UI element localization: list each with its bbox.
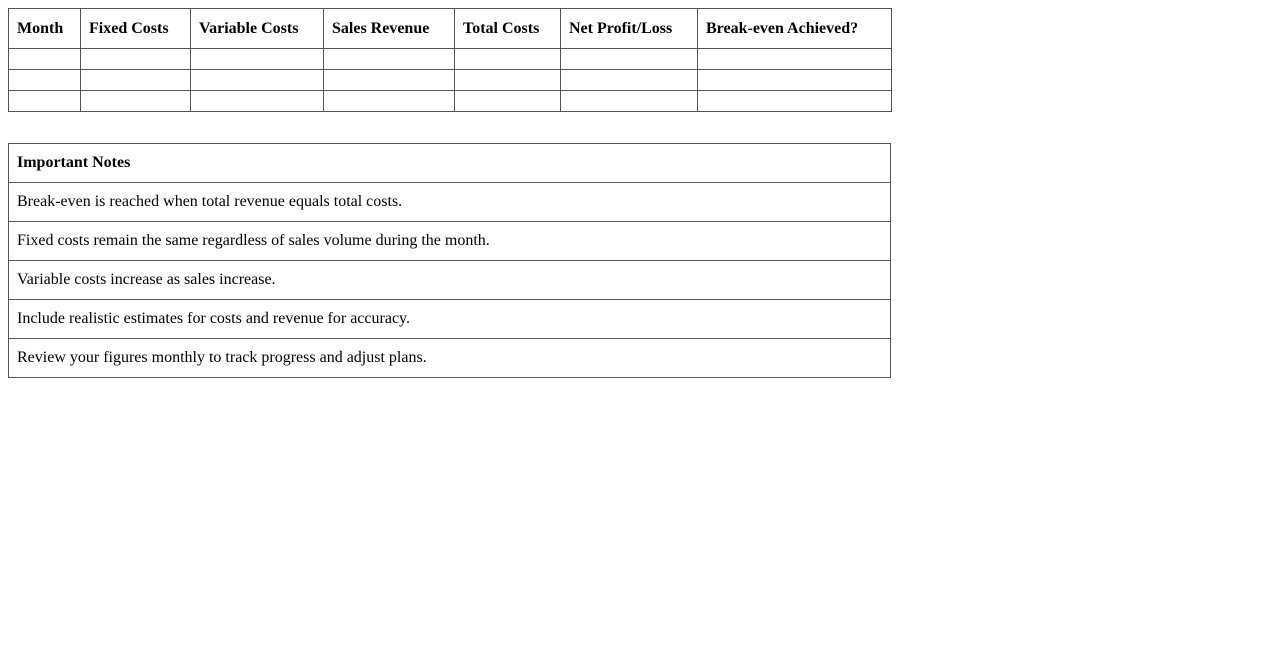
header-month: Month (9, 9, 81, 49)
header-sales-revenue: Sales Revenue (324, 9, 455, 49)
cell-sales-revenue[interactable] (324, 91, 455, 112)
note-row (9, 300, 891, 339)
header-variable-costs: Variable Costs (191, 9, 324, 49)
cell-variable-costs[interactable] (191, 49, 324, 70)
cell-variable-costs[interactable] (191, 70, 324, 91)
note-row (9, 261, 891, 300)
cell-net-profit-loss[interactable] (561, 70, 698, 91)
cell-fixed-costs[interactable] (81, 49, 191, 70)
cell-break-even-achieved[interactable] (698, 70, 892, 91)
notes-table (8, 143, 891, 378)
note-row (9, 222, 891, 261)
table-row (9, 49, 892, 70)
cell-variable-costs[interactable] (191, 91, 324, 112)
cell-sales-revenue[interactable] (324, 49, 455, 70)
cell-net-profit-loss[interactable] (561, 91, 698, 112)
notes-title: Important Notes (9, 144, 891, 183)
header-row (9, 9, 892, 49)
cell-month[interactable] (9, 49, 81, 70)
cell-total-costs[interactable] (455, 49, 561, 70)
cell-net-profit-loss[interactable] (561, 49, 698, 70)
cell-fixed-costs[interactable] (81, 70, 191, 91)
header-break-even-achieved: Break-even Achieved? (698, 9, 892, 49)
note-item: Variable costs increase as sales increase. (9, 261, 891, 300)
cell-sales-revenue[interactable] (324, 70, 455, 91)
table-row (9, 70, 892, 91)
note-item: Break-even is reached when total revenue equals total costs. (9, 183, 891, 222)
breakeven-table (8, 8, 892, 112)
cell-total-costs[interactable] (455, 91, 561, 112)
notes-header-row (9, 144, 891, 183)
cell-break-even-achieved[interactable] (698, 49, 892, 70)
cell-month[interactable] (9, 91, 81, 112)
cell-fixed-costs[interactable] (81, 91, 191, 112)
table-row (9, 91, 892, 112)
note-row (9, 339, 891, 378)
header-fixed-costs: Fixed Costs (81, 9, 191, 49)
note-item: Fixed costs remain the same regardless of sales volume during the month. (9, 222, 891, 261)
note-row (9, 183, 891, 222)
note-item: Include realistic estimates for costs and revenue for accuracy. (9, 300, 891, 339)
cell-break-even-achieved[interactable] (698, 91, 892, 112)
cell-month[interactable] (9, 70, 81, 91)
header-total-costs: Total Costs (455, 9, 561, 49)
header-net-profit-loss: Net Profit/Loss (561, 9, 698, 49)
cell-total-costs[interactable] (455, 70, 561, 91)
note-item: Review your figures monthly to track progress and adjust plans. (9, 339, 891, 378)
